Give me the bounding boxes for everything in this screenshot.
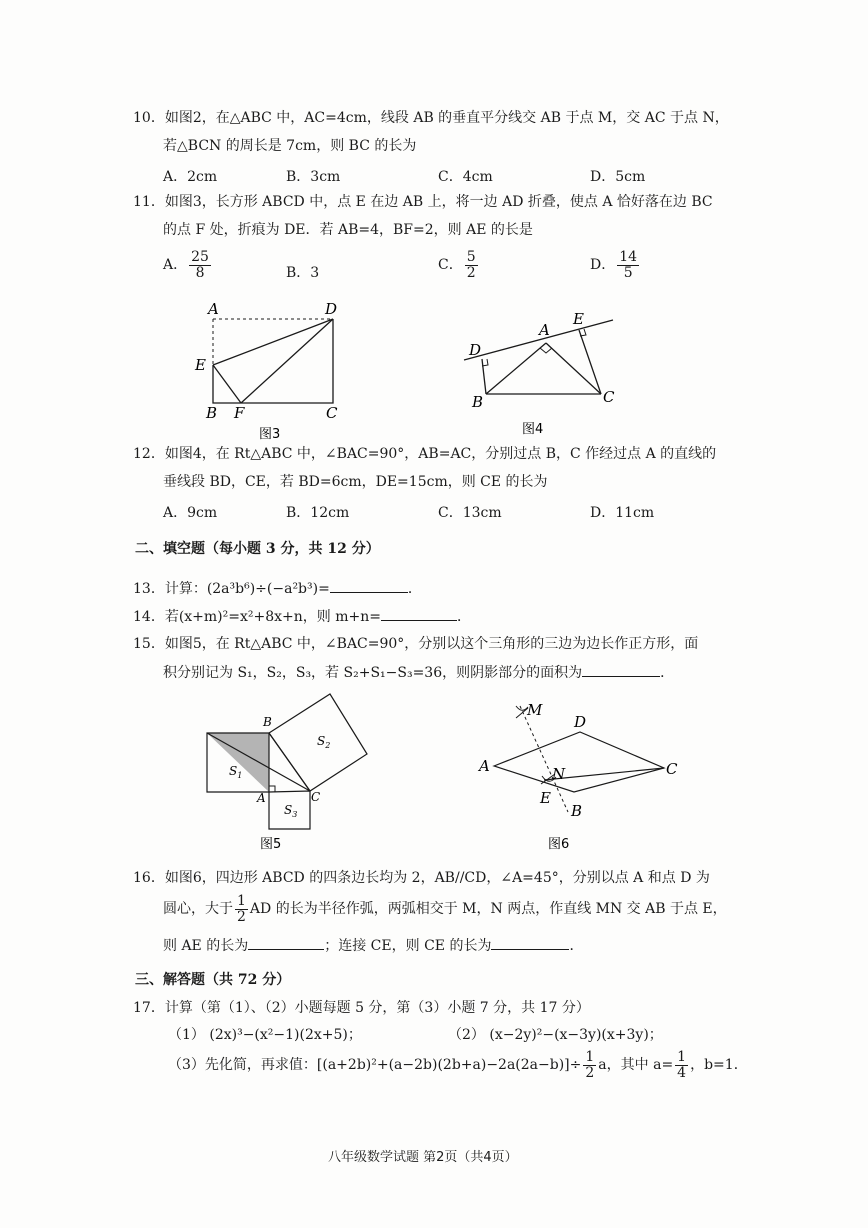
fig6-label-a: A: [479, 757, 490, 775]
fig4-label-d: D: [469, 341, 482, 359]
answer-blank[interactable]: [582, 664, 660, 677]
fig5-label-s2: $S_2$: [317, 734, 331, 750]
fig6-label-e: E: [540, 789, 551, 807]
q15-line1: 15．如图5，在 Rt△ABC 中，∠BAC=90°，分别以这个三角形的三边为边长作正方形，面: [133, 636, 699, 652]
q11-option-c: C． $\frac{5}{2}$: [438, 249, 476, 281]
q13: 13．计算：(2a³b⁶)÷(−a²b³)= ．: [133, 581, 422, 597]
fig3-caption: 图3: [259, 427, 281, 442]
fig5-label-a: A: [257, 791, 266, 805]
section-3-title: 三、解答题（共 72 分）: [135, 972, 291, 988]
q12-option-d: D．11cm: [590, 505, 655, 521]
fig5-label-s3: $S_3$: [284, 803, 298, 819]
q15-line2: 积分别记为 S₁，S₂，S₃，若 S₂+S₁−S₃=36，则阴影部分的面积为 ．: [163, 665, 675, 681]
fraction: $\frac{5}{2}$: [466, 249, 476, 281]
q12-option-a: A．9cm: [163, 505, 218, 521]
fig6-label-c: C: [666, 760, 678, 778]
figure-3: [190, 296, 360, 446]
figure-6: [476, 694, 690, 856]
fig4-label-b: B: [472, 393, 484, 411]
fig3-label-f: F: [234, 404, 245, 422]
q12-line2: 垂线段 BD，CE，若 BD=6cm，DE=15cm，则 CE 的长为: [163, 474, 548, 490]
answer-blank[interactable]: [491, 937, 569, 950]
fig3-label-e: E: [195, 356, 206, 374]
fig4-label-c: C: [603, 388, 615, 406]
fraction: $\frac{25}{8}$: [191, 249, 209, 281]
fig6-label-n: N: [552, 765, 566, 783]
q17-part-2: （2） (x−2y)²−(x−3y)(x+3y)；: [448, 1027, 663, 1043]
figure-5: [200, 688, 376, 856]
page-footer: 八年级数学试题 第2页（共4页）: [328, 1150, 518, 1165]
fig5-label-s1: $S_1$: [229, 764, 243, 780]
fig3-label-c: C: [326, 404, 338, 422]
q12-option-c: C．13cm: [438, 505, 502, 521]
answer-blank[interactable]: [330, 580, 408, 593]
fig4-label-a: A: [539, 321, 550, 339]
fig6-label-m: M: [527, 701, 543, 719]
q10-option-a: A．2cm: [163, 169, 218, 185]
fraction: $\frac{1}{2}$: [585, 1049, 595, 1081]
q14: 14．若(x+m)²=x²+8x+n，则 m+n= ．: [133, 609, 471, 625]
q16-line2: 圆心，大于 $\frac{1}{2}$ AD 的长为半径作弧，两弧相交于 M，N 两点，作直线 MN 交 AB 于点 E，: [163, 893, 727, 925]
q11-line1: 11．如图3，长方形 ABCD 中，点 E 在边 AB 上，将一边 AD 折叠，使点 A 恰好落在边 BC: [133, 194, 713, 210]
fig5-label-c: C: [311, 790, 321, 804]
q16-line1: 16．如图6，四边形 ABCD 的四条边长均为 2，AB//CD，∠A=45°，分别以点 A 和点 D 为: [133, 870, 710, 886]
section-2-title: 二、填空题（每小题 3 分，共 12 分）: [135, 541, 380, 557]
q12-line1: 12．如图4，在 Rt△ABC 中，∠BAC=90°，AB=AC，分别过点 B，C 作经过点 A 的直线的: [133, 446, 717, 462]
fig4-label-e: E: [573, 310, 584, 328]
q17-part-3: （3）先化简，再求值：[(a+2b)²+(a−2b)(2b+a)−2a(2a−b)]÷ $\frac{1}{2}$ a，其中 a= $\frac{1}{4}$ ，b=1．: [168, 1049, 748, 1081]
q12-option-b: B．12cm: [286, 505, 350, 521]
fig5-label-b: B: [263, 715, 272, 729]
q10-option-d: D．5cm: [590, 169, 646, 185]
fraction: $\frac{1}{2}$: [237, 893, 246, 925]
fig6-label-d: D: [574, 713, 587, 731]
fig6-label-b: B: [571, 802, 583, 820]
q16-line3: 则 AE 的长为 ；连接 CE，则 CE 的长为 ．: [163, 938, 584, 954]
q11-option-a: A． $\frac{25}{8}$: [163, 249, 209, 281]
fig3-label-b: B: [206, 404, 218, 422]
fraction: $\frac{14}{5}$: [619, 249, 638, 281]
q17-part-1: （1） (2x)³−(x²−1)(2x+5)；: [168, 1027, 362, 1043]
figure-4: [460, 296, 630, 446]
fig3-label-a: A: [208, 300, 219, 318]
q10-line1: 10．如图2，在△ABC 中，AC=4cm，线段 AB 的垂直平分线交 AB 于点 M，交 AC 于点 N，: [133, 110, 729, 126]
answer-blank[interactable]: [248, 937, 324, 950]
q17-head: 17．计算（第（1）、（2）小题每题 5 分，第（3）小题 7 分，共 17 分）: [133, 1000, 590, 1016]
fig3-label-d: D: [325, 300, 338, 318]
q10-option-c: C．4cm: [438, 169, 493, 185]
q10-line2: 若△BCN 的周长是 7cm，则 BC 的长为: [163, 138, 417, 154]
fig6-caption: 图6: [548, 837, 570, 852]
q11-line2: 的点 F 处，折痕为 DE．若 AB=4，BF=2，则 AE 的长是: [163, 222, 533, 238]
q11-option-d: D． $\frac{14}{5}$: [590, 249, 638, 281]
fraction: $\frac{1}{4}$: [677, 1049, 687, 1081]
q10-option-b: B．3cm: [286, 169, 341, 185]
fig4-caption: 图4: [522, 422, 544, 437]
answer-blank[interactable]: [381, 608, 457, 621]
q11-option-b: B．3: [286, 265, 320, 281]
fig5-caption: 图5: [260, 837, 282, 852]
